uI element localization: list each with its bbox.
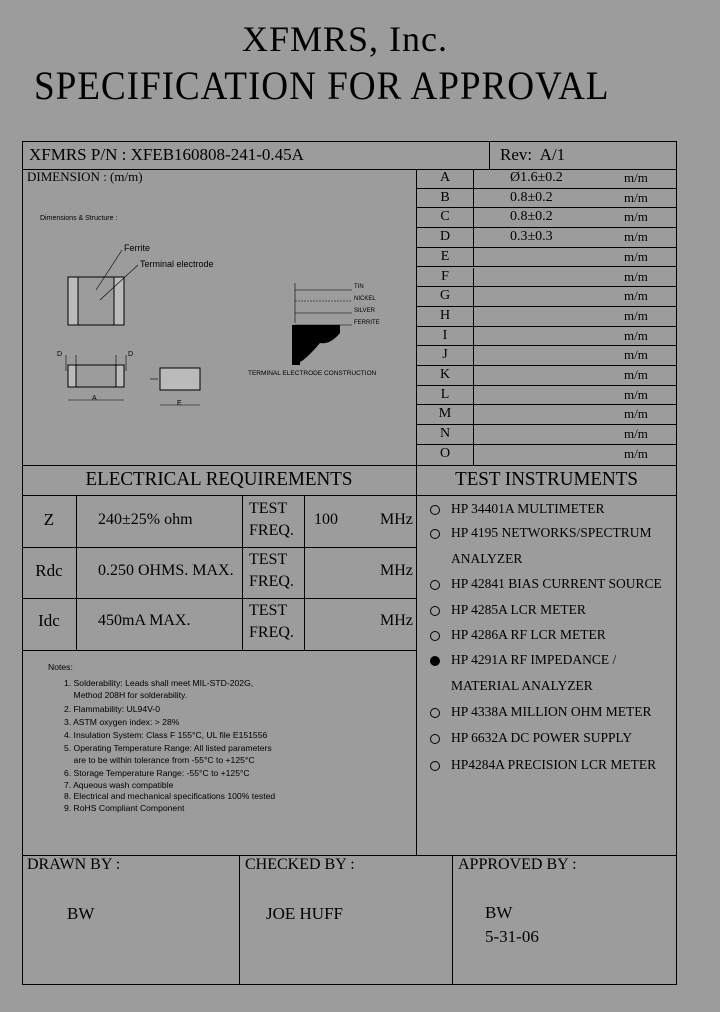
d-dimension-label-left: D <box>57 351 63 358</box>
note-line: are to be within tolerance from -55°C to +125°C <box>64 755 255 765</box>
layer-nickel-label: NICKEL <box>354 296 376 302</box>
approved-date: 5-31-06 <box>485 927 539 946</box>
revision <box>500 145 565 165</box>
e-dimension-label: E <box>177 400 182 407</box>
freq-unit-z: MHz <box>380 511 413 528</box>
note-line: Method 208H for solderability. <box>64 690 188 700</box>
radio-unselected-icon[interactable] <box>430 529 440 539</box>
freq-unit-rdc: MHz <box>380 562 413 579</box>
dim-row-j: J m/m <box>416 346 676 366</box>
freq-unit-idc: MHz <box>380 612 413 629</box>
test-label-rdc: TEST <box>249 551 288 568</box>
test-label-z: TEST <box>249 500 288 517</box>
dim-row-k: K m/m <box>416 366 676 386</box>
company-name: XFMRS, Inc. <box>241 19 449 59</box>
note-line: 2. Flammability: UL94V-0 <box>64 704 160 714</box>
dim-row-c: C 0.8±0.2 m/m <box>416 208 676 228</box>
value-rdc: 0.250 OHMS. MAX. <box>98 562 234 579</box>
part-number-label: XFMRS P/N : <box>29 145 127 164</box>
radio-unselected-icon[interactable] <box>430 761 440 771</box>
checked-by-value: JOE HUFF <box>266 904 343 923</box>
dim-row-b: B 0.8±0.2 m/m <box>416 189 676 209</box>
note-line: 9. RoHS Compliant Component <box>64 803 185 813</box>
terminal-electrode-label: Terminal electrode <box>140 259 214 269</box>
construction-caption: TERMINAL ELECTRODE CONSTRUCTION <box>248 370 377 377</box>
dim-row-o: O m/m <box>416 445 676 466</box>
d-dimension-label-right: D <box>128 351 134 358</box>
revision-value: A/1 <box>539 145 566 164</box>
document-title: SPECIFICATION FOR APPROVAL <box>34 63 610 108</box>
layer-tin-label: TIN <box>354 284 364 290</box>
dimension-drawing <box>30 205 410 425</box>
test-label-idc: TEST <box>249 602 288 619</box>
freq-label-rdc: FREQ. <box>249 573 294 590</box>
drawn-by-value: BW <box>67 904 95 923</box>
freq-value-z: 100 <box>314 511 338 528</box>
component-diagram <box>30 205 410 425</box>
note-line: 4. Insulation System: Class F 155°C, UL file E151556 <box>64 730 268 740</box>
value-z: 240±25% ohm <box>98 511 193 528</box>
freq-label-z: FREQ. <box>249 522 294 539</box>
note-line: 6. Storage Temperature Range: -55°C to +125°C <box>64 768 250 778</box>
dim-row-l: L m/m <box>416 386 676 406</box>
dim-row-h: H m/m <box>416 307 676 327</box>
drawing-title: Dimensions & Structure : <box>40 215 118 222</box>
radio-unselected-icon[interactable] <box>430 708 440 718</box>
dim-row-m: M m/m <box>416 405 676 425</box>
dim-row-g: G m/m <box>416 287 676 307</box>
checked-by-label: CHECKED BY : <box>245 856 355 873</box>
drawn-by-label: DRAWN BY : <box>27 856 121 873</box>
note-line: 5. Operating Temperature Range: All listed parameters <box>64 743 272 753</box>
notes-title: Notes: <box>48 662 73 672</box>
instruments-title: TEST INSTRUMENTS <box>455 468 638 490</box>
layer-silver-label: SILVER <box>354 308 375 314</box>
electrical-title: ELECTRICAL REQUIREMENTS <box>85 468 353 490</box>
dim-row-i: I m/m <box>416 327 676 347</box>
radio-unselected-icon[interactable] <box>430 580 440 590</box>
note-line: 7. Aqueous wash compatible <box>64 780 174 790</box>
note-line: 3. ASTM oxygen index: > 28% <box>64 717 180 727</box>
dim-row-e: E m/m <box>416 248 676 268</box>
part-number-value: XFEB160808-241-0.45A <box>130 145 304 164</box>
dimension-label: DIMENSION : (m/m) <box>27 169 143 184</box>
radio-unselected-icon[interactable] <box>430 505 440 515</box>
part-number <box>29 145 304 165</box>
param-rdc: Rdc <box>35 561 63 580</box>
a-dimension-label: A <box>92 395 97 402</box>
param-idc: Idc <box>38 611 60 630</box>
param-z: Z <box>43 510 55 529</box>
note-line: 1. Solderability: Leads shall meet MIL-STD-202G, <box>64 678 254 688</box>
radio-selected-icon[interactable] <box>430 656 440 666</box>
revision-label: Rev: <box>500 145 533 164</box>
dim-row-a: A Ø1.6±0.2 m/m <box>416 169 676 189</box>
approved-by-value: BW <box>485 903 513 922</box>
ferrite-label: Ferrite <box>124 243 151 253</box>
value-idc: 450mA MAX. <box>98 612 191 629</box>
dim-row-d: D 0.3±0.3 m/m <box>416 228 676 248</box>
layer-ferrite-label: FERRITE <box>354 320 380 326</box>
approved-by-label: APPROVED BY : <box>458 856 577 873</box>
dim-row-f: F m/m <box>416 268 676 288</box>
note-line: 8. Electrical and mechanical specifications 100% tested <box>64 791 276 801</box>
radio-unselected-icon[interactable] <box>430 631 440 641</box>
freq-label-idc: FREQ. <box>249 624 294 641</box>
dim-row-n: N m/m <box>416 425 676 445</box>
radio-unselected-icon[interactable] <box>430 606 440 616</box>
radio-unselected-icon[interactable] <box>430 734 440 744</box>
